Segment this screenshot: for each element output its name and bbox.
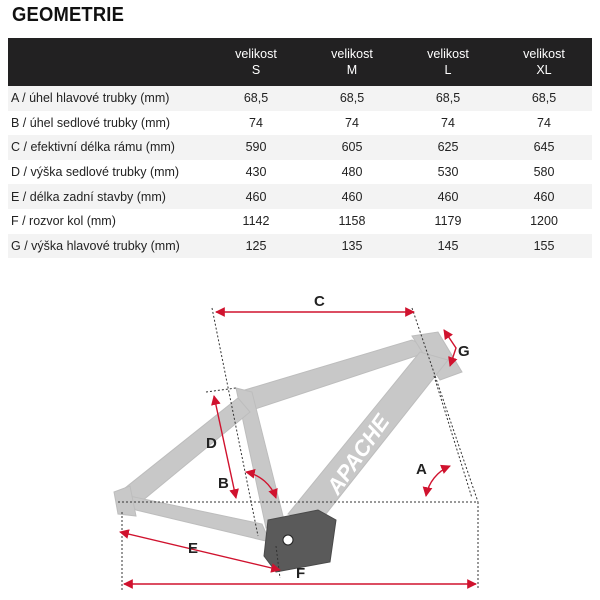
cell-value: 1179 xyxy=(400,209,496,234)
cell-value: 460 xyxy=(208,184,304,209)
table-header-row xyxy=(8,38,592,86)
row-label: D / výška sedlové trubky (mm) xyxy=(8,160,208,185)
cell-value: 605 xyxy=(304,135,400,160)
cell-value: 1158 xyxy=(304,209,400,234)
letter-a: A xyxy=(416,461,427,478)
cell-value: 68,5 xyxy=(208,86,304,111)
table-row xyxy=(8,234,592,259)
cell-value: 145 xyxy=(400,234,496,259)
cell-value: 645 xyxy=(496,135,592,160)
cell-value: 1142 xyxy=(208,209,304,234)
cell-value: 155 xyxy=(496,234,592,259)
table-row xyxy=(8,209,592,234)
table-row xyxy=(8,184,592,209)
header-size-s: velikost S xyxy=(208,38,304,86)
cell-value: 580 xyxy=(496,160,592,185)
cell-value: 68,5 xyxy=(304,86,400,111)
header-size-m: velikost M xyxy=(304,38,400,86)
motor-housing xyxy=(264,510,336,572)
table-row xyxy=(8,135,592,160)
table-row xyxy=(8,111,592,136)
cell-value: 1200 xyxy=(496,209,592,234)
brand-logo: APACHE xyxy=(321,409,395,499)
row-label: F / rozvor kol (mm) xyxy=(8,209,208,234)
cell-value: 135 xyxy=(304,234,400,259)
cell-value: 125 xyxy=(208,234,304,259)
page-title: GEOMETRIE xyxy=(12,4,125,26)
table-row xyxy=(8,160,592,185)
letter-f: F xyxy=(296,565,306,582)
cell-value: 74 xyxy=(208,111,304,136)
cell-value: 625 xyxy=(400,135,496,160)
cell-value: 74 xyxy=(304,111,400,136)
letter-d: D xyxy=(206,435,217,452)
geometry-diagram xyxy=(0,270,600,600)
header-blank xyxy=(8,38,208,86)
row-label: C / efektivní délka rámu (mm) xyxy=(8,135,208,160)
cell-value: 430 xyxy=(208,160,304,185)
header-size-l: velikost L xyxy=(400,38,496,86)
header-size-xl: velikost XL xyxy=(496,38,592,86)
letter-g: G xyxy=(458,343,470,360)
bike-frame xyxy=(114,332,462,542)
row-label: E / délka zadní stavby (mm) xyxy=(8,184,208,209)
bottom-bracket-icon xyxy=(283,535,293,545)
cell-value: 68,5 xyxy=(496,86,592,111)
cell-value: 590 xyxy=(208,135,304,160)
table-row xyxy=(8,86,592,111)
row-label: A / úhel hlavové trubky (mm) xyxy=(8,86,208,111)
cell-value: 530 xyxy=(400,160,496,185)
cell-value: 68,5 xyxy=(400,86,496,111)
row-label: G / výška hlavové trubky (mm) xyxy=(8,234,208,259)
cell-value: 460 xyxy=(400,184,496,209)
geometry-table xyxy=(8,38,592,258)
cell-value: 460 xyxy=(304,184,400,209)
row-label: B / úhel sedlové trubky (mm) xyxy=(8,111,208,136)
letter-c: C xyxy=(314,293,325,310)
cell-value: 74 xyxy=(400,111,496,136)
cell-value: 74 xyxy=(496,111,592,136)
cell-value: 460 xyxy=(496,184,592,209)
cell-value: 480 xyxy=(304,160,400,185)
dimension-a xyxy=(426,466,450,496)
letter-b: B xyxy=(218,475,229,492)
letter-e: E xyxy=(188,540,199,557)
